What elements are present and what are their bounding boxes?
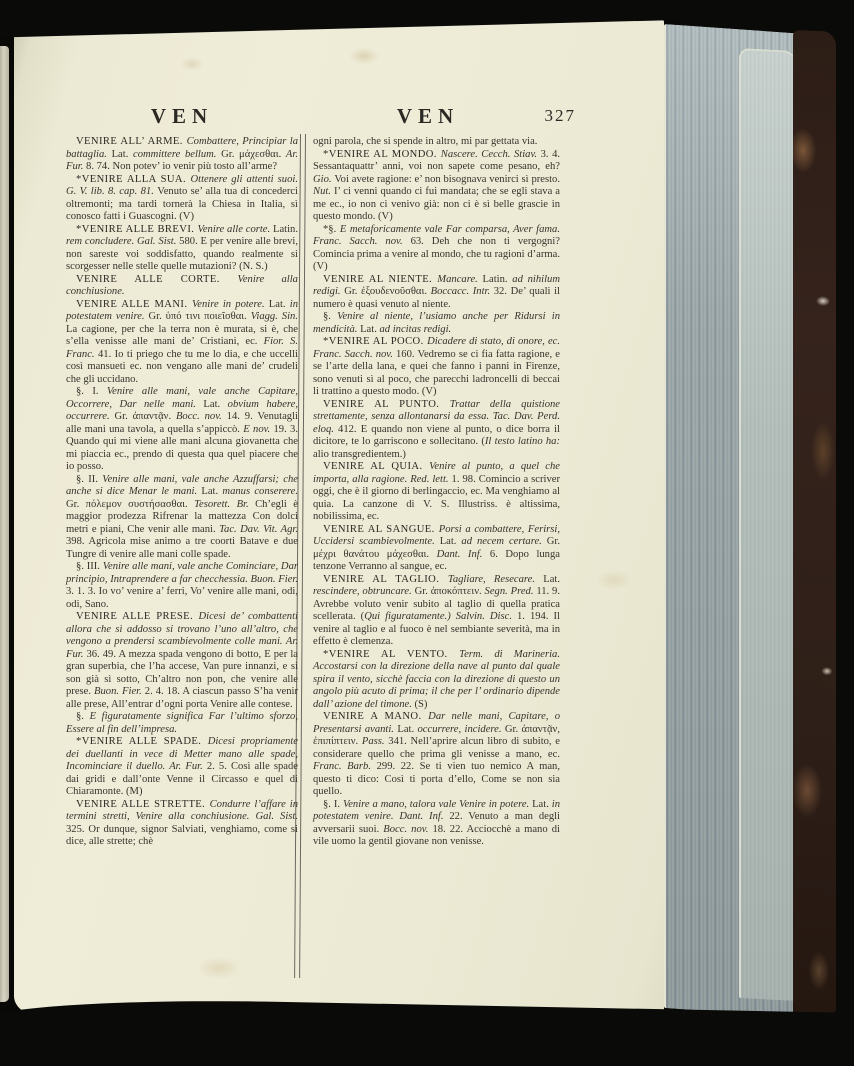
entry-headword: VENIRE ALLE PRESE.: [76, 611, 199, 622]
entry-headword: VENIRE A MANO.: [323, 711, 429, 722]
entry-italic-text: Tagliare, Resecare.: [447, 573, 544, 585]
entry-headword: *VENIRE AL VENTO.: [323, 648, 460, 660]
entry-italic-text: Bocc. nov.: [175, 411, 227, 422]
entry-headword: *VENIRE AL MONDO.: [323, 148, 441, 160]
entry-italic-text: Il testo latino ha:: [484, 436, 560, 447]
entry-text: §. III.: [76, 561, 103, 572]
dictionary-entry: [66, 736, 298, 799]
entry-italic-text: Ar. Fur.: [66, 148, 298, 172]
entry-text: Lat.: [532, 798, 552, 810]
entry-headword: *VENIRE AL POCO.: [323, 336, 428, 347]
entry-italic-text: ad necem certare.: [461, 536, 547, 547]
entry-italic-text: in potestatem venire.: [66, 298, 298, 322]
entry-italic-text: in potestatem venire. Dant. Inf.: [313, 798, 560, 822]
dictionary-entry: [313, 461, 560, 524]
entry-text: Lat.: [397, 723, 418, 735]
entry-text: 2. 5. Così alle spade dai gridi e dall’onte Venne il Circasso e quel di Chiaramonte. (M): [66, 761, 298, 797]
entry-italic-text: Dicesi de’ combattenti allora che sì addosso si trovano l’uno all’altro, che vengono a prendersi scambievolmente colle mani. Ar. Fur.: [66, 611, 298, 660]
dictionary-entry: [313, 524, 560, 574]
column-right: [313, 136, 560, 849]
dictionary-entry: [313, 711, 560, 799]
entry-text: 412. E quando non viene al punto, o dice borra il dicitore, te lo garriscono e sollecitano. (: [313, 423, 560, 447]
book-page: [14, 20, 664, 1016]
entry-italic-text: Porsi a combattere, Ferirsi, Uccidersi scambievolmente.: [313, 523, 560, 547]
entry-text: 19. 3. Quando qui mi viene alle mani alcuna giovanetta che mi piaccia ec., prendo di questa qua quel piacere che io posso.: [66, 423, 298, 472]
entry-italic-text: obvium habere, occurrere.: [66, 398, 298, 422]
entry-text: I’ ci venni quando ci fui mandata; che se egli stava a me ec., io non ci venivo già: non ci è sì belle grascie in questo mondo. (V): [313, 186, 560, 222]
dictionary-entry: [66, 561, 298, 611]
entry-headword: VENIRE ALLE STRETTE.: [76, 798, 210, 810]
dictionary-entry: [313, 274, 560, 312]
entry-text: 36. 49. A mezza spada vengono di botto, E per la gran superbia, che l’ha accese, Van pure innanzi, e si son già sì sotto, Ch’altro non pon, che venire alle prese.: [66, 648, 298, 697]
entry-text: 32. De’ quali il numero è quasi venuto al niente.: [313, 286, 560, 310]
entry-text: 6. Dopo lunga tenzone Verranno al sangue, ec.: [313, 548, 560, 572]
entry-headword: VENIRE ALL’ ARME.: [76, 136, 187, 147]
dictionary-entry: [66, 386, 298, 474]
dictionary-entry: [313, 799, 560, 849]
entry-headword: VENIRE AL NIENTE.: [323, 273, 438, 285]
running-head-right: VEN: [396, 104, 460, 128]
dictionary-entry: [66, 274, 298, 299]
entry-italic-text: Franc. Barb.: [313, 761, 377, 772]
entry-italic-text: Segn. Pred.: [484, 586, 537, 597]
dictionary-entry: [66, 799, 298, 849]
entry-text: (S): [414, 698, 428, 710]
entry-italic-text: Venire alla conchiusione.: [66, 273, 298, 297]
entry-italic-text: rem concludere. Gal. Sist.: [66, 236, 180, 247]
fore-edge-fold: [739, 48, 797, 1001]
entry-text: §. I.: [323, 798, 343, 810]
entry-text: Gr. ἀπαντᾷν.: [114, 411, 176, 422]
entry-text: 1. 194. Il venire al taglio e al fuoco è nel sembiante severità, ma in effetto è clemenza.: [313, 611, 560, 647]
dictionary-entry: [313, 649, 560, 712]
entry-text: Lat.: [268, 298, 290, 310]
entry-text: 22. Venuto a man degli avversarii suoi.: [313, 811, 560, 835]
entry-text: 341. Nell’aprire alcun libro di subito, e considerare quello che prima gli venisse a mano, ec.: [313, 736, 560, 760]
dictionary-entry: [66, 474, 298, 562]
entry-italic-text: Nut.: [313, 186, 334, 197]
entry-text: 1. 98. Comincio a scriver oggi, che è il giorno di berlingaccio, ec. Ma venghiamo al quia. La canzone di V. S. Illustriss. è altissima, nobilissima, ec.: [313, 473, 561, 522]
entry-headword: *VENIRE ALLA SUA.: [76, 173, 191, 185]
entry-text: 11. 9. Avrebbe voluto venir subito al taglio di quella pratica scellerata. (: [313, 586, 560, 622]
entry-italic-text: E nov.: [243, 423, 274, 435]
entry-italic-text: Venire al niente, l’usiamo anche per Ridursi in mendicità.: [313, 311, 560, 335]
entry-text: 8. 74. Non potev’ io venir più tosto all’arme?: [86, 161, 278, 172]
dictionary-entry: [313, 399, 560, 462]
running-head-left: VEN: [150, 104, 214, 128]
entry-italic-text: ad incitas redigi.: [379, 323, 452, 335]
entry-text: Lat.: [203, 398, 228, 410]
entry-text: Ch’egli è maggior prodezza Rifrenar la mattezza Con dolci metri e piani, Che venir alle mani.: [66, 498, 298, 535]
dictionary-entry: [313, 136, 560, 149]
entry-text: alio transgredientem.): [313, 448, 406, 460]
entry-italic-text: Term. di Marineria. Accostarsi con la direzione della nave al punto dal quale spira il vento, sicchè faccia con la direzione di questo un angolo più acuto di prima; il che per l’ ordinario dipende dall’ azione del timone.: [313, 648, 560, 710]
entry-text: Gr. πόλεμον συστήσασθαι.: [66, 498, 195, 510]
entry-italic-text: Boccacc. Intr.: [430, 286, 494, 297]
entry-italic-text: Dant. Inf.: [436, 548, 490, 560]
facing-page-sliver: [0, 46, 9, 1002]
entry-italic-text: rescindere, obtruncare.: [313, 586, 415, 597]
entry-italic-text: Tesorett. Br.: [194, 498, 256, 510]
entry-text: Latin.: [272, 223, 298, 235]
entry-italic-text: occurrere, incidere.: [417, 723, 505, 735]
entry-italic-text: Qui figuratamente.) Salvin. Disc.: [364, 611, 517, 622]
entry-italic-text: Tac. Dav. Vit. Agr.: [219, 523, 298, 535]
dictionary-entry: [66, 174, 298, 224]
entry-text: Gr. ἐξουδενοῦσθαι.: [344, 286, 431, 297]
entry-text: 3. 4. Sessantaquattr’ anni, voi non sapete come pesano, eh?: [313, 148, 561, 172]
entry-headword: VENIRE AL SANGUE.: [323, 523, 439, 535]
entry-text: 3. 1. 3. Io vo’ venire a’ ferri, Vo’ venire alle mani, odi, odi, Sano.: [66, 586, 298, 610]
entry-text: Lat.: [201, 486, 223, 497]
dictionary-entry: [313, 224, 560, 274]
entry-italic-text: E figuratamente significa Far l’ultimo sforzo, Essere al fin dell’impresa.: [66, 711, 298, 735]
entry-italic-text: Ottenere gli attenti suoi. G. V. lib. 8. cap. 81.: [66, 173, 298, 197]
entry-text: Lat.: [360, 323, 380, 335]
entry-italic-text: Condurre l’affare in termini stretti, Venire alla conchiusione. Gal. Sist.: [66, 798, 298, 822]
entry-italic-text: Viagg. Sin.: [250, 311, 298, 322]
entry-headword: VENIRE AL QUIA.: [323, 461, 430, 472]
entry-text: 14. 9. Venutagli alle mani una tavola, a quella s’appiccò.: [66, 411, 298, 435]
entry-text: §.: [323, 311, 338, 322]
entry-text: 41. Io ti priego che tu me lo dia, e che uccelli così mansueti ec. non vengano alle mani de’ crudeli che gli uccidano.: [66, 348, 299, 385]
dictionary-entry: [66, 299, 298, 387]
entry-italic-text: ad nihilum redigi.: [313, 273, 560, 297]
entry-text: *§.: [323, 223, 340, 235]
entry-italic-text: Trattar della quistione strettamente, senza allontanarsi da essa. Tac. Dav. Perd. eloq.: [313, 398, 560, 435]
entry-italic-text: Venire a mano, talora vale Venire in potere.: [342, 798, 533, 810]
entry-italic-text: Venire alle mani, vale anche Capitare, Occorrere, Dar nelle mani.: [66, 386, 298, 410]
entry-headword: *VENIRE ALLE BREVI.: [76, 223, 198, 235]
entry-italic-text: committere bellum.: [133, 148, 222, 160]
entry-headword: VENIRE ALLE CORTE.: [76, 273, 238, 285]
entry-text: 299. 22. Se ti vien tuo nemico A man, questo ti dico: Così ti porta d’ello, Come se non sia quello.: [313, 761, 561, 797]
entry-text: 325. Or dunque, signor Salviati, venghiamo, come si dice, alle strette; chè: [66, 823, 298, 847]
entry-text: Gr. ἀπαντᾷν, ἐπιπίπτειν.: [313, 723, 560, 747]
entry-italic-text: Dar nelle mani, Capitare, o Presentarsi avanti.: [313, 711, 560, 735]
entry-italic-text: Nascere. Cecch. Stiav.: [440, 148, 541, 160]
entry-text: 63. Deh che non ti vergogni? Comincia prima a venire al mondo, che tu ragioni d’arma. (V): [313, 236, 560, 272]
book-cover-edge: [793, 30, 836, 1018]
dictionary-entry: [313, 574, 560, 649]
dictionary-entry: [66, 611, 298, 711]
entry-italic-text: Dicesi propriamente dei duellanti in vece di Metter mano alle spade, Incominciare il duello. Ar. Fur.: [66, 736, 298, 772]
entry-headword: VENIRE AL PUNTO.: [323, 398, 450, 410]
column-left: [66, 136, 298, 849]
entry-italic-text: Venire alle corte.: [197, 223, 273, 235]
dictionary-entry: [66, 136, 298, 174]
dictionary-entry: [313, 311, 560, 336]
entry-text: Gr. μέχρι θανάτου μάχεσθαι.: [313, 536, 560, 560]
entry-text: Gr. ὑπό τινι ποιεῖσθαι.: [148, 311, 251, 322]
entry-text: Latin.: [482, 273, 513, 285]
entry-italic-text: Dicadere di stato, di onore, ec. Franc. Sacch. nov.: [313, 336, 560, 360]
entry-text: Venuto se’ alla tua di concederci oltremonti; ma tardi tornerà la Chiesa in Italia, sì conosco fatti i Guascogni. (V): [66, 186, 298, 222]
entry-text: 160. Vedremo se ci fia fatta ragione, e se l’arte della lana, e quei che fanno i panni in Firenze, sono venuti sì al poco, che parecchi ladroncelli di beccai li trattino a questo modo. (V): [313, 348, 560, 397]
dictionary-entry: [313, 336, 560, 399]
entry-headword: VENIRE AL TAGLIO.: [323, 573, 448, 585]
entry-text: §. I.: [76, 386, 107, 397]
entry-text: 580. E per venire alle brevi, non sareste voi soddisfatto, quando realmente si scorgesser nelle stelle quelle mutazioni? (N. S.): [66, 236, 298, 272]
entry-text: La cagione, per che la terra non è murata, si è, che s’ella venisse alle mani de’ Cristiani, ec.: [66, 323, 298, 347]
entry-text: §.: [76, 711, 90, 722]
entry-text: Lat.: [543, 573, 561, 585]
entry-headword: VENIRE ALLE MANI.: [76, 298, 192, 310]
entry-italic-text: Gio.: [313, 173, 335, 185]
entry-text: §. II.: [76, 473, 103, 485]
entry-italic-text: Mancare.: [437, 273, 483, 285]
entry-italic-text: Venire in potere.: [191, 298, 269, 310]
entry-text: 2. 4. 18. A ciascun passo S’ha venir alle prese, All’entrar d’ogni porta Venire alle contese.: [66, 686, 298, 710]
entry-headword: *VENIRE ALLE SPADE.: [76, 736, 208, 747]
entry-italic-text: Pass.: [361, 736, 389, 747]
entry-text: Lat.: [111, 148, 134, 160]
entry-italic-text: Fior. S. Franc.: [66, 336, 298, 360]
entry-text: Lat.: [439, 536, 462, 547]
entry-italic-text: Venire al punto, a quel che importa, alla ragione. Red. lett.: [313, 461, 560, 485]
entry-text: ogni parola, che si spende in altro, mi par gettata via.: [313, 136, 538, 147]
entry-italic-text: Venire alle mani, vale anche Azzuffarsi; che anche si dice Menar le mani.: [66, 473, 298, 497]
dictionary-entry: [66, 711, 298, 736]
entry-italic-text: manus conserere.: [222, 486, 298, 497]
entry-text: Voi avete ragione: e’ non bisognava venirci sì presto.: [334, 173, 561, 185]
dictionary-entry: [313, 149, 560, 224]
entry-italic-text: Bocc. nov.: [383, 823, 433, 835]
entry-italic-text: E metaforicamente vale Far comparsa, Aver fama. Franc. Sacch. nov.: [313, 223, 560, 247]
entry-text: Gr. ἀποκόπτειν.: [414, 586, 485, 597]
dictionary-entry: [66, 224, 298, 274]
entry-italic-text: Venire alle mani, vale anche Cominciare, Dar principio, Intraprendere a far checchessia. Buon. Fier.: [66, 561, 298, 585]
entry-text: 398. Agricola mise animo a tre coorti Batave e due Tungre di venire alle mani colle spade.: [66, 536, 298, 560]
entry-italic-text: Combattere, Principiar la battaglia.: [66, 136, 299, 160]
entry-text: 18. 22. Acciocchè a mano di vile uomo la gentil giovane non venisse.: [313, 823, 560, 847]
page-number: 327: [544, 106, 576, 125]
entry-italic-text: Buon. Fier.: [94, 686, 145, 697]
entry-text: Gr. μάχεσθαι.: [221, 148, 286, 160]
